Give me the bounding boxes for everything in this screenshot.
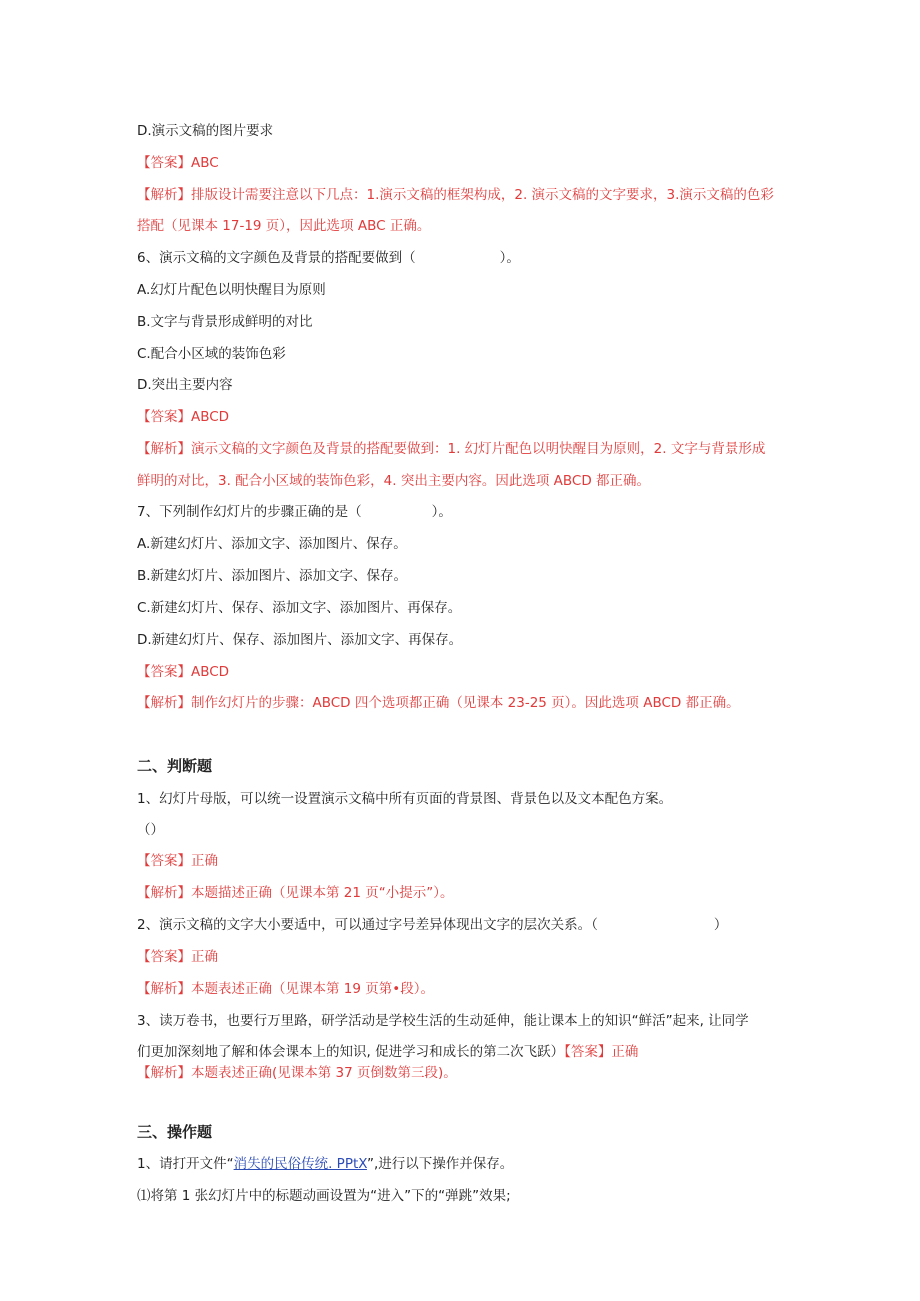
section-title-judgement: 二、判断题 (137, 757, 213, 775)
file-link[interactable]: 消失的民俗传统. PPtX (233, 1156, 367, 1172)
q7-option-b: B.新建幻灯片、添加图片、添加文字、保存。 (137, 568, 408, 584)
op1-stem-end: ”,进行以下操作并保存。 (366, 1156, 514, 1172)
q6-analysis-line2: 鲜明的对比，3. 配合小区域的装饰色彩，4. 突出主要内容。因此选项 ABCD 都正确。 (137, 473, 651, 489)
op1-step1: ⑴将第 1 张幻灯片中的标题动画设置为“进入”下的“弹跳”效果; (137, 1188, 511, 1204)
j2-answer (137, 948, 218, 966)
q5-analysis-line1 (137, 186, 774, 204)
answer-value: ABCD (191, 409, 230, 425)
q7-option-d: D.新建幻灯片、保存、添加图片、添加文字、再保存。 (137, 632, 463, 648)
q5-analysis-line2: 搭配（见课本 17-19 页），因此选项 ABC 正确。 (137, 218, 431, 234)
j2-stem (137, 916, 727, 934)
answer-value: 正确 (191, 853, 218, 869)
answer-label: 【答案】 (137, 949, 191, 965)
analysis-label: 【解析】 (137, 695, 191, 711)
q6-option-a: A.幻灯片配色以明快醒目为原则 (137, 282, 326, 298)
analysis-text: 本题表述正确(见课本第 37 页倒数第三段)。 (191, 1065, 457, 1081)
q6-option-d: D.突出主要内容 (137, 377, 233, 393)
analysis-text: 演示文稿的文字颜色及背景的搭配要做到：1. 幻灯片配色以明快醒目为原则，2. 文字与背景形成 (191, 441, 766, 457)
j2-stem-text: 2、演示文稿的文字大小要适中，可以通过字号差异体现出文字的层次关系。（ (137, 917, 598, 933)
q6-option-b: B.文字与背景形成鲜明的对比 (137, 314, 313, 330)
answer-value: 正确 (191, 949, 218, 965)
j3-stem-line1: 3、读万卷书，也要行万里路，研学活动是学校生活的生动延伸，能让课本上的知识“鲜活”起来, 让同学 (137, 1013, 749, 1029)
q6-stem-end: ）。 (499, 250, 520, 266)
q6-answer (137, 408, 229, 426)
q7-analysis (137, 694, 740, 712)
analysis-label: 【解析】 (137, 441, 191, 457)
answer-value: 正确 (611, 1044, 639, 1060)
answer-value: ABC (191, 155, 219, 171)
answer-label: 【答案】 (564, 1044, 612, 1060)
analysis-text: 本题表述正确（见课本第 19 页第•段）。 (191, 981, 434, 997)
q7-stem-end: ）。 (431, 504, 452, 520)
op1-stem-text: 1、请打开文件“ (137, 1156, 234, 1172)
q7-answer (137, 663, 229, 681)
q7-option-c: C.新建幻灯片、保存、添加文字、添加图片、再保存。 (137, 600, 462, 616)
q6-analysis-line1 (137, 440, 765, 458)
j2-stem-end: ） (713, 917, 728, 933)
analysis-label: 【解析】 (137, 981, 191, 997)
analysis-text: 本题描述正确（见课本第 21 页“小提示”）。 (191, 885, 454, 901)
analysis-label: 【解析】 (137, 1065, 191, 1081)
op1-stem (137, 1155, 513, 1173)
q7-option-a: A.新建幻灯片、添加文字、添加图片、保存。 (137, 536, 407, 552)
answer-label: 【答案】 (137, 409, 191, 425)
analysis-label: 【解析】 (137, 187, 191, 203)
j3-analysis (137, 1064, 457, 1082)
j3-stem-line2 (137, 1043, 638, 1061)
section-title-operation: 三、操作题 (137, 1123, 213, 1141)
analysis-text: 制作幻灯片的步骤：ABCD 四个选项都正确（见课本 23-25 页）。因此选项 ABCD 都正确。 (191, 695, 740, 711)
j1-answer (137, 852, 218, 870)
j3-stem-text: 们更加深刻地了解和体会课本上的知识, 促进学习和成长的第二次飞跃） (137, 1044, 565, 1060)
answer-value: ABCD (191, 664, 230, 680)
answer-label: 【答案】 (137, 155, 191, 171)
j2-analysis (137, 980, 434, 998)
answer-label: 【答案】 (137, 853, 191, 869)
analysis-label: 【解析】 (137, 885, 191, 901)
q7-stem-text: 7、下列制作幻灯片的步骤正确的是（ (137, 504, 362, 520)
q6-stem-text: 6、演示文稿的文字颜色及背景的搭配要做到（ (137, 250, 416, 266)
j1-paren: （） (137, 822, 164, 838)
j1-analysis (137, 884, 454, 902)
answer-label: 【答案】 (137, 664, 191, 680)
q7-stem (137, 503, 452, 521)
q5-answer (137, 154, 219, 172)
q6-option-c: C.配合小区域的装饰色彩 (137, 346, 286, 362)
j1-stem: 1、幻灯片母版，可以统一设置演示文稿中所有页面的背景图、背景色以及文本配色方案。 (137, 791, 673, 807)
q6-stem (137, 249, 520, 267)
analysis-text: 排版设计需要注意以下几点：1.演示文稿的框架构成，2. 演示文稿的文字要求，3.演示文稿的色彩 (191, 187, 774, 203)
q5-option-d: D.演示文稿的图片要求 (137, 123, 274, 139)
